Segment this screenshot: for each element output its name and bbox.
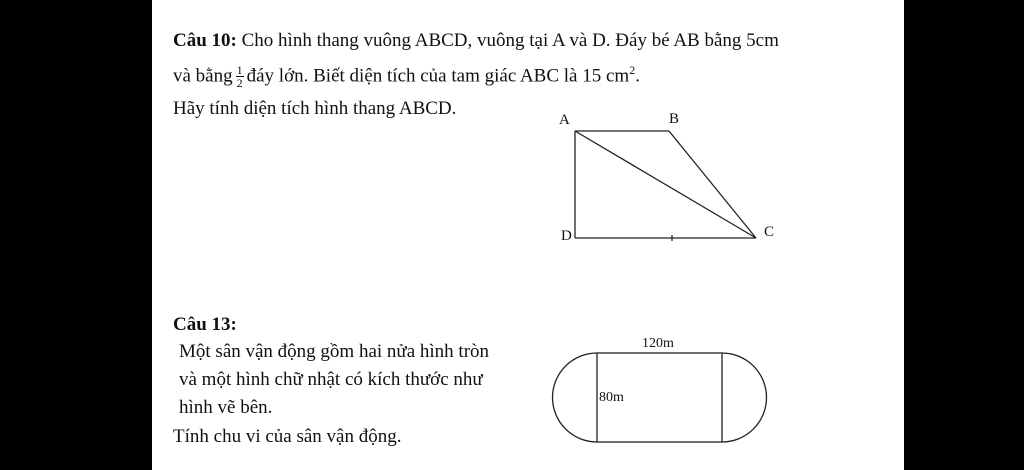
vertex-label-b: B [669,111,680,127]
q13-line3: hình vẽ bên. [179,397,273,418]
worksheet-page [152,0,904,470]
q10-text-line2b: đáy lớn. Biết diện tích của tam giác ABC là 15 cm [246,65,630,87]
stadium-figure [553,353,767,442]
q10-line2: và bằng $\frac{1}{2}$ đáy lớn. Biết diện tích của tam giác ABC là 15 $cm^2$. [173,63,640,91]
q13-label: Câu 13: [173,314,237,335]
vertex-label-a: A [559,112,570,128]
q10-label: Câu 10: [173,30,237,51]
right-semicircle [722,353,767,442]
q10-text-line1: Cho hình thang vuông ABCD, vuông tại A và D. Đáy bé AB bằng 5cm [241,30,779,51]
q10-text-line2a: và bằng [173,65,233,87]
stadium-width-label: 80m [599,390,624,405]
q10-superscript: 2 [629,63,636,77]
fraction-one-half: $\frac{1}{2}$ [236,63,243,91]
segment-ac [575,131,756,238]
q13-line2: và một hình chữ nhật có kích thước như [179,369,483,390]
stadium-length-label: 120m [642,336,674,351]
left-semicircle [553,353,598,442]
q10-line3: Hãy tính diện tích hình thang ABCD. [173,98,457,119]
vertex-label-d: D [561,228,572,244]
q13-line4: Tính chu vi của sân vận động. [173,426,402,447]
q13-line1: Một sân vận động gồm hai nửa hình tròn [179,341,490,362]
vertex-label-c: C [764,224,775,240]
segment-bc [669,131,756,238]
